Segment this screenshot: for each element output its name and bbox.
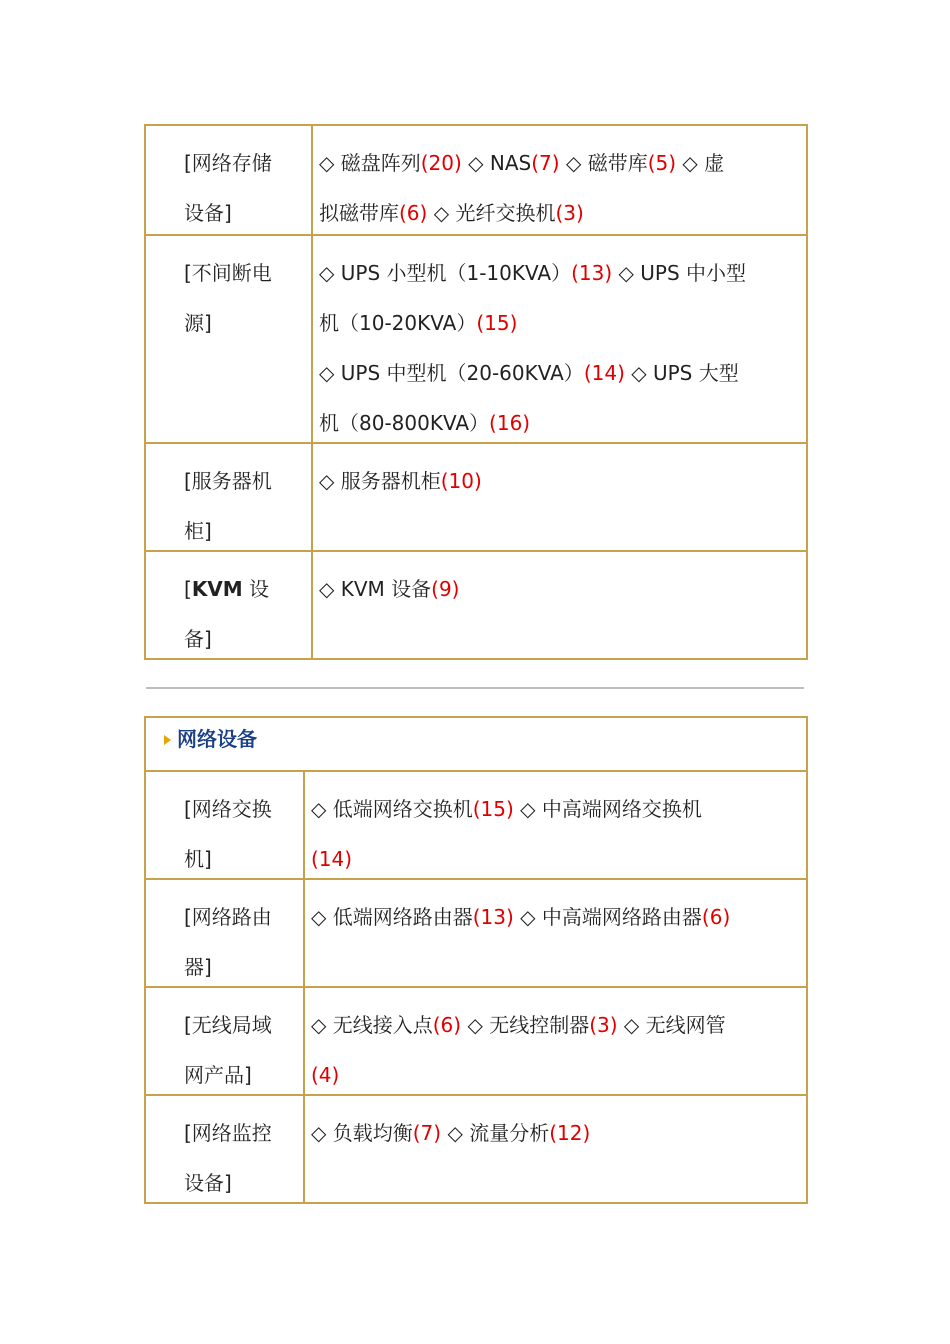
category-label: [网络交换 机] xyxy=(146,772,305,878)
section-header xyxy=(146,718,806,770)
category-items xyxy=(305,880,806,986)
category-label: [网络监控 设备] xyxy=(146,1096,305,1202)
item-link[interactable]: ◇ 流量分析(12) xyxy=(441,1121,591,1145)
item-link[interactable]: ◇ 无线接入点(6) xyxy=(311,1013,462,1037)
category-row xyxy=(146,234,806,442)
item-link[interactable]: ◇ 磁盘阵列(20) xyxy=(319,151,462,175)
item-link[interactable]: ◇ 无线网管 xyxy=(617,1013,726,1037)
item-link[interactable]: ◇ 低端网络交换机(15) xyxy=(311,797,514,821)
category-items xyxy=(305,1096,806,1202)
category-row xyxy=(146,986,806,1094)
category-label: [不间断电 源] xyxy=(146,236,313,442)
item-link[interactable]: ◇ 无线控制器(3) xyxy=(461,1013,618,1037)
item-link[interactable]: ◇ 低端网络路由器(13) xyxy=(311,905,514,929)
item-link[interactable]: (14) xyxy=(311,847,353,871)
item-link[interactable]: (4) xyxy=(311,1063,340,1087)
section-title[interactable]: 网络设备 xyxy=(177,727,257,751)
category-row xyxy=(146,1094,806,1202)
category-label: [无线局域 网产品] xyxy=(146,988,305,1094)
item-link[interactable]: ◇ 负载均衡(7) xyxy=(311,1121,442,1145)
category-row xyxy=(146,126,806,234)
item-link[interactable]: ◇ 中高端网络交换机 xyxy=(513,797,702,821)
category-items xyxy=(313,552,806,658)
network-equipment-table xyxy=(144,716,808,1204)
category-label: [KVM 设 备] xyxy=(146,552,313,658)
item-link[interactable]: ◇ 光纤交换机(3) xyxy=(427,201,584,225)
item-link[interactable]: ◇ 虚 xyxy=(676,151,725,175)
item-link[interactable]: ◇ 服务器机柜(10) xyxy=(319,469,482,493)
item-link[interactable]: 机（10-20KVA）(15) xyxy=(319,311,518,335)
item-link[interactable]: ◇ KVM 设备(9) xyxy=(319,577,460,601)
category-row xyxy=(146,442,806,550)
category-row xyxy=(146,878,806,986)
category-row xyxy=(146,770,806,878)
storage-equipment-table xyxy=(144,124,808,660)
category-items xyxy=(305,988,806,1094)
item-link[interactable]: ◇ 磁带库(5) xyxy=(559,151,677,175)
item-link[interactable]: ◇ UPS 中小型 xyxy=(612,261,747,285)
item-link[interactable]: ◇ 中高端网络路由器(6) xyxy=(513,905,731,929)
item-link[interactable]: ◇ UPS 小型机（1-10KVA）(13) xyxy=(319,261,613,285)
arrow-right-icon xyxy=(164,735,171,745)
category-row xyxy=(146,550,806,658)
category-label: [服务器机 柜] xyxy=(146,444,313,550)
section-divider xyxy=(146,687,804,689)
item-link[interactable]: 机（80-800KVA）(16) xyxy=(319,411,531,435)
category-items xyxy=(313,444,806,550)
category-items xyxy=(313,126,806,234)
item-link[interactable]: ◇ UPS 中型机（20-60KVA）(14) xyxy=(319,361,625,385)
category-items xyxy=(313,236,806,442)
category-items xyxy=(305,772,806,878)
category-label: [网络路由 器] xyxy=(146,880,305,986)
item-link[interactable]: 拟磁带库(6) xyxy=(319,201,428,225)
category-label: [网络存储 设备] xyxy=(146,126,313,234)
item-link[interactable]: ◇ UPS 大型 xyxy=(624,361,739,385)
item-link[interactable]: ◇ NAS(7) xyxy=(461,151,560,175)
